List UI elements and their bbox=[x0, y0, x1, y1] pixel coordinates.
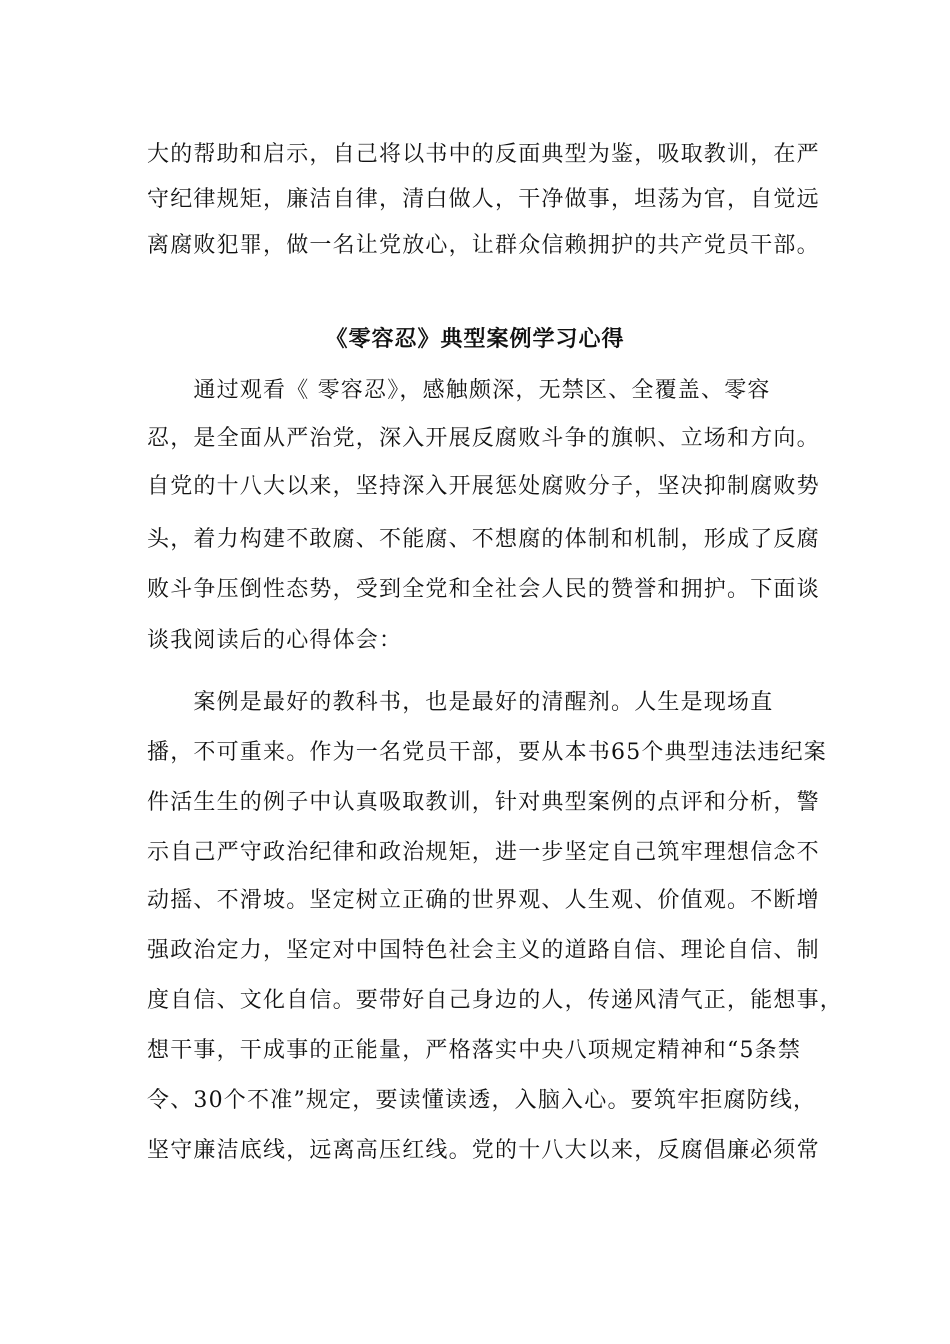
paragraph1-line-3: 自党的十八大以来，坚持深入开展惩处腐败分子，坚决抑制腐败势 bbox=[147, 474, 820, 499]
intro-line-3: 离腐败犯罪，做一名让党放心，让群众信赖拥护的共产党员干部。 bbox=[147, 233, 820, 258]
paragraph2-line-1: 案例是最好的教科书，也是最好的清醒剂。人生是现场直 bbox=[147, 690, 774, 715]
section-title: 《零容忍》典型案例学习心得 bbox=[325, 327, 625, 352]
paragraph1-line-5: 败斗争压倒性态势，受到全党和全社会人民的赞誉和拥护。下面谈 bbox=[147, 577, 820, 602]
paragraph2-line-9: 令、30个不准”规定，要读懂读透，入脑入心。要筑牢拒腐防线， bbox=[147, 1088, 817, 1113]
paragraph2-line-3: 件活生生的例子中认真吸取教训，针对典型案例的点评和分析，警 bbox=[147, 790, 820, 815]
paragraph1-line-2: 忍，是全面从严治党，深入开展反腐败斗争的旗帜、立场和方向。 bbox=[147, 426, 820, 451]
paragraph2-line-7: 度自信、文化自信。要带好自己身边的人，传递风清气正，能想事， bbox=[147, 988, 844, 1013]
paragraph1-line-1: 通过观看《 零容忍》，感触颇深，无禁区、全覆盖、零容 bbox=[147, 378, 771, 403]
paragraph2-line-5: 动摇、不滑坡。坚定树立正确的世界观、人生观、价值观。不断增 bbox=[147, 888, 820, 913]
intro-line-2: 守纪律规矩，廉洁自律，清白做人，干净做事，坦荡为官，自觉远 bbox=[147, 187, 820, 212]
paragraph1-line-6: 谈我阅读后的心得体会： bbox=[147, 628, 403, 653]
paragraph2-line-6: 强政治定力，坚定对中国特色社会主义的道路自信、理论自信、制 bbox=[147, 938, 820, 963]
paragraph2-line-8: 想干事，干成事的正能量，严格落实中央八项规定精神和“5条禁 bbox=[147, 1038, 802, 1063]
paragraph2-line-10: 坚守廉洁底线，远离高压红线。党的十八大以来，反腐倡廉必须常 bbox=[147, 1138, 820, 1163]
paragraph2-line-4: 示自己严守政治纪律和政治规矩，进一步坚定自己筑牢理想信念不 bbox=[147, 840, 820, 865]
paragraph1-line-4: 头，着力构建不敢腐、不能腐、不想腐的体制和机制，形成了反腐 bbox=[147, 527, 820, 552]
intro-line-1: 大的帮助和启示，自己将以书中的反面典型为鉴，吸取教训，在严 bbox=[147, 142, 820, 167]
paragraph2-line-2: 播，不可重来。作为一名党员干部，要从本书65个典型违法违纪案 bbox=[147, 740, 827, 765]
